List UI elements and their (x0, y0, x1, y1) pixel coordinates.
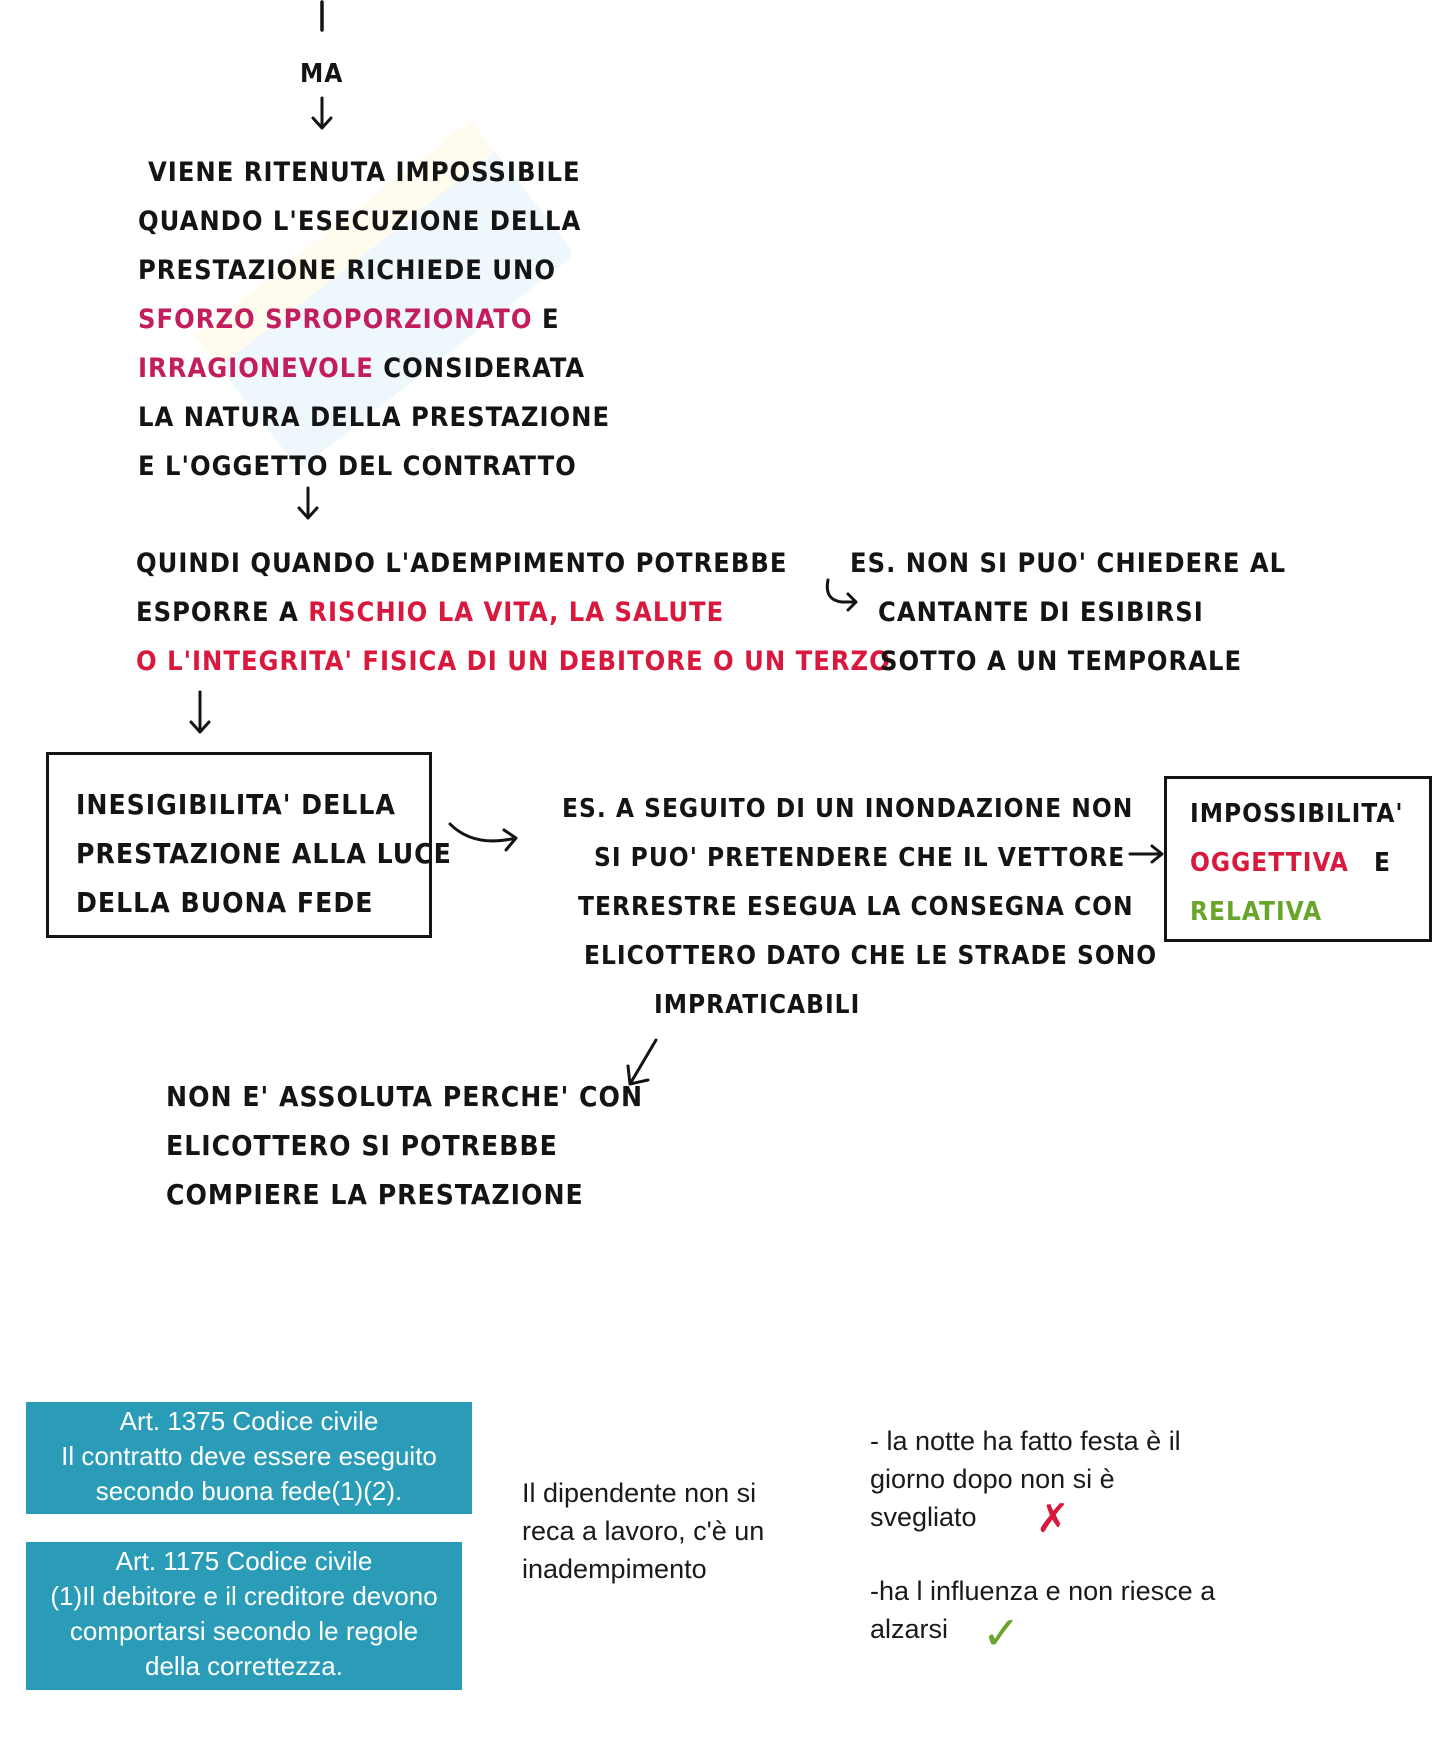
arrow-down-icon (310, 96, 334, 132)
check-icon: ✓ (982, 1606, 1021, 1660)
article-1175-line-1: (1)Il debitore e il creditore devono (50, 1581, 438, 1611)
article-1175-line-3: della correttezza. (145, 1651, 343, 1681)
block1-line-5: IRRAGIONEVOLE CONSIDERATA (138, 353, 586, 384)
case-line-2: reca a lavoro, c'è un (522, 1516, 765, 1546)
box-left-line-3: DELLA BUONA FEDE (76, 886, 374, 919)
case-a-line-2: giorno dopo non si è (870, 1464, 1115, 1494)
article-1175-line-2: comportarsi secondo le regole (69, 1616, 419, 1646)
box-right-line-1: IMPOSSIBILITA' (1190, 799, 1404, 829)
block2-line-1: QUINDI QUANDO L'ADEMPIMENTO POTREBBE (136, 548, 788, 579)
inexigibility-text (76, 780, 452, 927)
case-line-1: Il dipendente non si (522, 1478, 757, 1508)
article-1375-box (26, 1402, 472, 1514)
arrow-right-icon (446, 818, 522, 858)
impossibility-definition (138, 148, 610, 491)
case-a-line-1: - la notte ha fatto festa è il (870, 1426, 1181, 1456)
article-1375-line-2: secondo buona fede(1)(2). (95, 1476, 403, 1506)
unreasonable: IRRAGIONEVOLE (138, 353, 374, 384)
example2-line-3: TERRESTRE ESEGUA LA CONSEGNA CON (578, 892, 1134, 922)
example2-line-2: SI PUO' PRETENDERE CHE IL VETTORE (594, 843, 1126, 873)
case-flu (870, 1572, 1215, 1648)
article-1175-box (26, 1542, 462, 1690)
block3-line-1: NON E' ASSOLUTA PERCHE' CON (166, 1080, 644, 1113)
top-line-icon (318, 0, 328, 40)
example1-line-2: CANTANTE DI ESIBIRSI (878, 597, 1204, 628)
example2-line-5: IMPRATICABILI (654, 990, 861, 1020)
case-line-3: inadempimento (522, 1554, 707, 1584)
not-absolute-explanation (166, 1072, 643, 1219)
block2-line-3: O L'INTEGRITA' FISICA DI UN DEBITORE O UN TERZO (136, 646, 891, 677)
block1-line-2: QUANDO L'ESECUZIONE DELLA (138, 206, 582, 237)
box-left-line-2: PRESTAZIONE ALLA LUCE (76, 837, 452, 870)
arrow-down-icon (296, 486, 320, 522)
box-right-line-2: OGGETTIVA E (1190, 848, 1392, 878)
block1-line-4: SFORZO SPROPORZIONATO E (138, 304, 560, 335)
example2-line-1: ES. A SEGUITO DI UN INONDAZIONE NON (562, 794, 1134, 824)
example2-line-4: ELICOTTERO DATO CHE LE STRADE SONO (584, 941, 1158, 971)
example-singer (850, 539, 1286, 686)
article-1375-title: Art. 1375 Codice civile (119, 1406, 379, 1436)
risk-condition (136, 539, 891, 686)
relative-label: RELATIVA (1190, 897, 1323, 927)
block1-line-6: LA NATURA DELLA PRESTAZIONE (138, 402, 611, 433)
article-1175-title: Art. 1175 Codice civile (115, 1546, 373, 1576)
case-party (870, 1422, 1181, 1536)
ma-label: MA (300, 59, 344, 89)
case-a-line-3: svegliato (870, 1502, 977, 1532)
example1-line-3: SOTTO A UN TEMPORALE (880, 646, 1243, 677)
arrow-down-icon (188, 690, 212, 736)
objective-label: OGGETTIVA (1190, 848, 1349, 878)
block1-line-3: PRESTAZIONE RICHIEDE UNO (138, 255, 556, 286)
case-b-line-1: -ha l influenza e non riesce a (870, 1576, 1216, 1606)
block3-line-2: ELICOTTERO SI POTREBBE (166, 1129, 558, 1162)
case-b-line-2: alzarsi (870, 1614, 949, 1644)
impossibility-type (1190, 790, 1404, 937)
block1-line-1: VIENE RITENUTA IMPOSSIBILE (148, 157, 581, 188)
risk-life-health: RISCHIO LA VITA, LA SALUTE (308, 597, 725, 628)
block1-line-7: E L'OGGETTO DEL CONTRATTO (138, 451, 577, 482)
block2-line-2: ESPORRE A RISCHIO LA VITA, LA SALUTE (136, 597, 725, 628)
disproportionate-effort: SFORZO SPROPORZIONATO (138, 304, 533, 335)
example-flood (562, 785, 1157, 1030)
cross-icon: ✗ (1036, 1496, 1070, 1542)
example1-line-1: ES. NON SI PUO' CHIEDERE AL (850, 548, 1287, 579)
block3-line-3: COMPIERE LA PRESTAZIONE (166, 1178, 584, 1211)
arrow-right-icon (1128, 842, 1168, 866)
box-left-line-1: INESIGIBILITA' DELLA (76, 788, 396, 821)
employee-case (522, 1474, 764, 1588)
article-1375-line-1: Il contratto deve essere eseguito (61, 1441, 437, 1471)
